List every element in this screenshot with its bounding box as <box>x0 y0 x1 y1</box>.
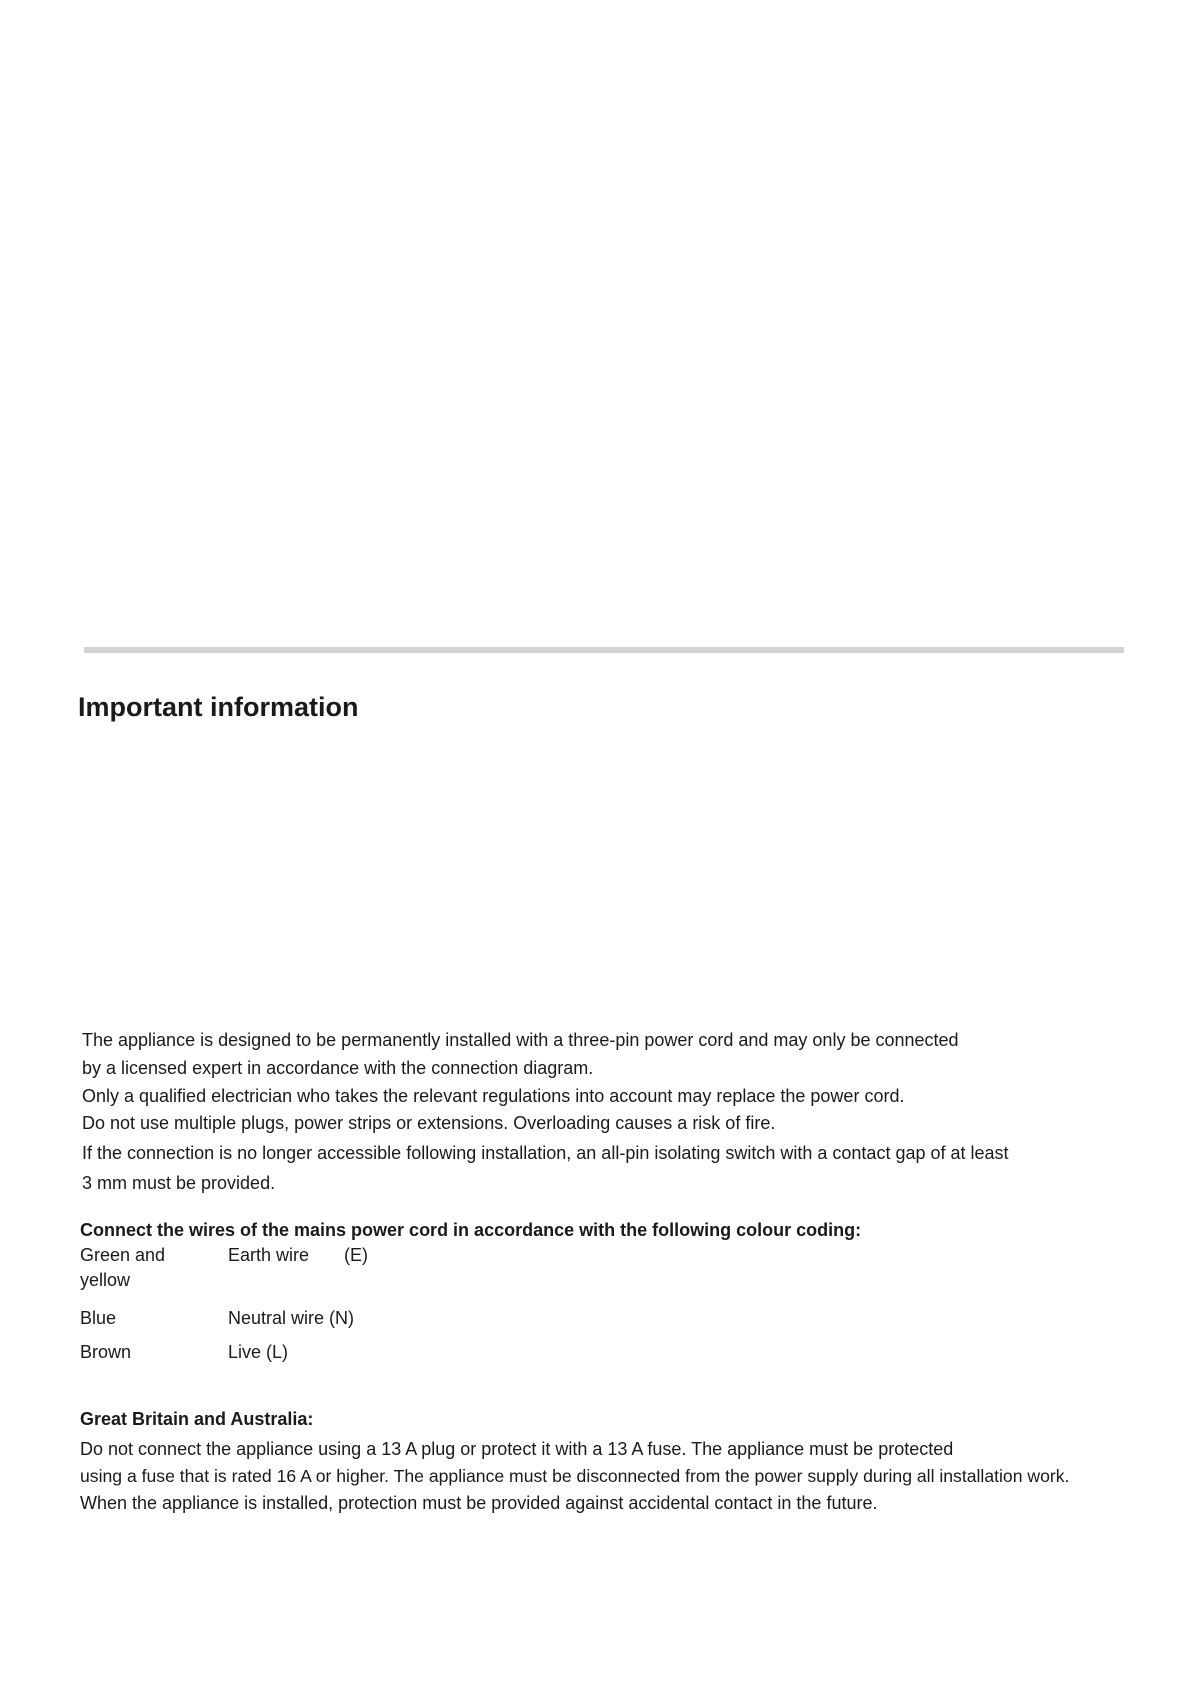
intro-line: by a licensed expert in accordance with the connection diagram. <box>82 1058 594 1078</box>
wire-name: Neutral wire (N) <box>228 1308 355 1328</box>
page-title: Important information <box>78 692 359 722</box>
intro-line: Only a qualified electrician who takes the relevant regulations into account may replace the power cord. <box>82 1086 905 1106</box>
intro-line: The appliance is designed to be permanently installed with a three-pin power cord and may only be connected <box>82 1030 959 1050</box>
intro-line: If the connection is no longer accessible following installation, an all-pin isolating switch with a contact gap of at least <box>82 1143 1009 1163</box>
wire-colour: Blue <box>80 1308 117 1328</box>
intro-line: 3 mm must be provided. <box>82 1173 276 1193</box>
section-divider <box>84 647 1124 653</box>
wire-code: (E) <box>344 1245 368 1265</box>
gb-au-line: When the appliance is installed, protection must be provided against accidental contact in the future. <box>80 1493 878 1513</box>
gb-au-line: Do not connect the appliance using a 13 A plug or protect it with a 13 A fuse. The appliance must be protected <box>80 1439 954 1459</box>
intro-line: Do not use multiple plugs, power strips or extensions. Overloading causes a risk of fire. <box>82 1113 776 1133</box>
wire-colour: Brown <box>80 1342 132 1362</box>
wire-name: Earth wire <box>228 1245 310 1265</box>
gb-au-line: using a fuse that is rated 16 A or higher. The appliance must be disconnected from the power supply during all installation work. <box>80 1466 1070 1486</box>
wire-name: Live (L) <box>228 1342 289 1362</box>
gb-au-title: Great Britain and Australia: <box>80 1409 314 1429</box>
wiring-title: Connect the wires of the mains power cord in accordance with the following colour coding: <box>80 1220 862 1240</box>
wire-colour: Green and yellow <box>80 1245 166 1290</box>
